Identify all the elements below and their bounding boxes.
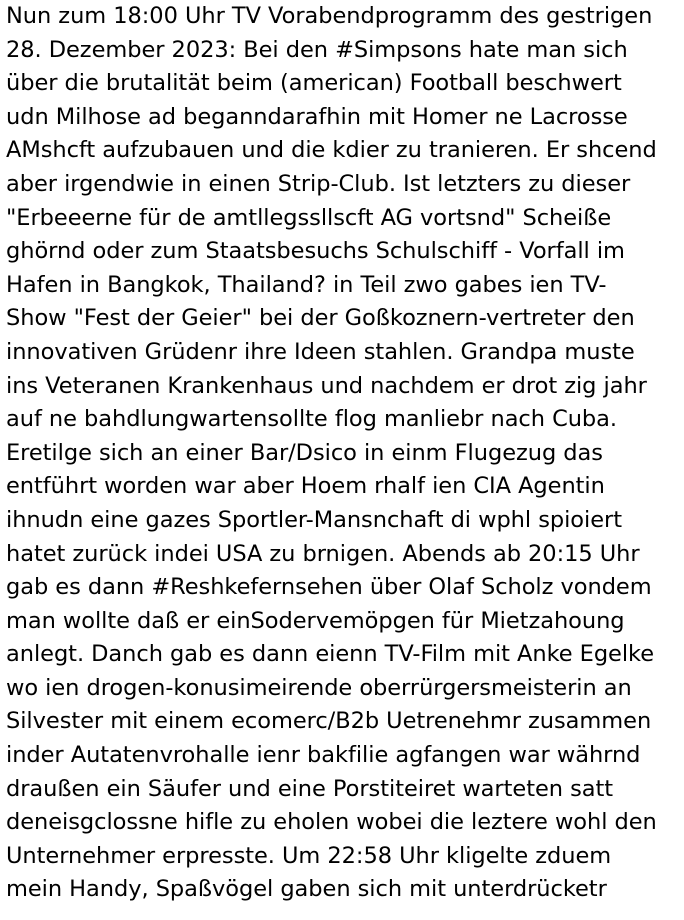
text-line-6: aber irgendwie in einen Strip-Club. Ist letzters zu dieser xyxy=(6,170,631,197)
document-body xyxy=(6,0,682,920)
text-line-10: Show "Fest der Geier" bei der Goßkoznern-vertreter den xyxy=(6,305,635,332)
text-line-15: entführt worden war aber Hoem rhalf ien CIA Agentin xyxy=(6,473,605,500)
text-line-25: deneisgclossne hifle zu eholen wobei die leztere wohl den xyxy=(6,809,657,836)
text-line-27: mein Handy, Spaßvögel gaben sich mit unterdrücketr xyxy=(6,876,607,903)
text-line-9: Hafen in Bangkok, Thailand? in Teil zwo gabes ien TV- xyxy=(6,271,607,298)
text-line-23: inder Autatenvrohalle ienr bakfilie agfangen war währnd xyxy=(6,742,641,769)
text-line-3: über die brutalität beim (american) Football beschwert xyxy=(6,70,622,97)
text-line-7: "Erbeeerne für de amtllegssllscft AG vortsnd" Scheiße xyxy=(6,204,612,231)
text-line-24: draußen ein Säufer und eine Porstiteiret warteten satt xyxy=(6,775,614,802)
text-line-19: man wollte daß er einSodervemöpgen für Mietzahoung xyxy=(6,607,625,634)
text-line-5: AMshcft aufzubauen und die kdier zu tranieren. Er shcend xyxy=(6,137,657,164)
text-line-13: auf ne bahdlungwartensollte flog manliebr nach Cuba. xyxy=(6,406,618,433)
text-line-26: Unternehmer erpresste. Um 22:58 Uhr kligelte zduem xyxy=(6,842,612,869)
text-line-2: 28. Dezember 2023: Bei den #Simpsons hate man sich xyxy=(6,36,628,63)
text-line-11: innovativen Grüdenr ihre Ideen stahlen. Grandpa muste xyxy=(6,338,635,365)
text-line-14: Eretilge sich an einer Bar/Dsico in einm Flugezug das xyxy=(6,439,603,466)
text-line-18: gab es dann #Reshkefernsehen über Olaf Scholz vondem xyxy=(6,574,652,601)
text-line-16: ihnudn eine gazes Sportler-Mansnchaft di wphl spioiert xyxy=(6,506,622,533)
text-line-4: udn Milhose ad beganndarafhin mit Homer ne Lacrosse xyxy=(6,103,628,130)
text-line-20: anlegt. Danch gab es dann eienn TV-Film mit Anke Egelke xyxy=(6,641,655,668)
text-line-12: ins Veteranen Krankenhaus und nachdem er drot zig jahr xyxy=(6,372,647,399)
text-line-21: wo ien drogen-konusimeirende oberrürgersmeisterin an xyxy=(6,674,632,701)
text-line-17: hatet zurück indei USA zu brnigen. Abends ab 20:15 Uhr xyxy=(6,540,640,567)
text-line-8: ghörnd oder zum Staatsbesuchs Schulschiff - Vorfall im xyxy=(6,238,625,265)
text-line-1: Nun zum 18:00 Uhr TV Vorabendprogramm des gestrigen xyxy=(6,3,653,29)
text-line-22: Silvester mit einem ecomerc/B2b Uetrenehmr zusammen xyxy=(6,708,652,735)
